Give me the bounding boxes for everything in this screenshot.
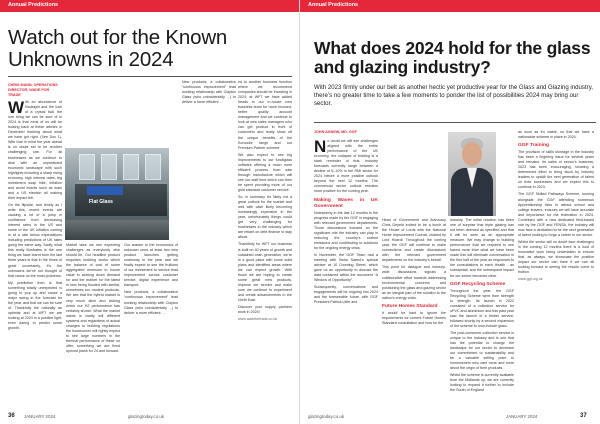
right-section-label: Annual Predictions <box>308 2 359 8</box>
right-site[interactable]: glazingtoday.co.uk <box>308 414 345 419</box>
left-column-3 <box>238 80 292 402</box>
left-article-title: Watch out for the Known Unknowns in 2024 <box>8 26 228 71</box>
left-col3-para-2: We also expect to see big improvements to our fundiglass software offering a much more efficient process from sale through manufacture which will see our staff time which can then be spent providing more of our gold standard customer service. <box>238 152 292 192</box>
left-col3-para-4: Thankfully for WFT our business is built on 40 years of growth and sustained cash generation, we’re in a good place with some solid plans and identified areas where we can expect growth. With those we are hoping to create some great new products, improve our service and make sure we continue to experiment and create advancements in the North East. <box>238 242 292 302</box>
right-col3-para-1: industry. The initial reaction has been one of surprise that triple glazing has not been deemed as specified and that it will be seen as an appropriate measure. We may change to building performance that we required to see based more than what we have been made this will eliminate conversation in the first half of the year as responses to the consultations to each Health - as substantial, and the subsequent impact for our sector becomes clear. <box>450 218 514 278</box>
right-standfirst: With 2023 firmly under our belt as another hectic yet productive year for the Glass and Glazing industry, there’s no greater time to take a few moments to ponder the list of possibilities 2024 may bring our sector. <box>314 84 593 108</box>
left-col2-para-1: Market wise we see expecting challenges as everybody else should be. Our headline product enquiries building works which the balance of cost of some aggregated revenues to house value in slowing down demand for and the market for the latest in new being flooded with similar, sometimes too modest products. We see that the hybrid market is very much alive and kicking which our H2 performance has certainly shown. What the market wants is clarity will different systems and regardless of actual changes to building regulations the homeowner will rightly expect to see large numbers in the thermal performance of these on offer, something we are fixed upmost plans for 24 and forward. <box>66 243 120 353</box>
right-col2-after-1: It would be hard to ignore the requirements for current Future Homes Standard consultation and how for the <box>382 310 446 325</box>
left-issue: JANUARY 2024 <box>24 414 56 419</box>
left-col3-para-5: Discover your supply partners work in 2024! <box>238 305 292 315</box>
right-col1-heading: Making Waves in UK Government <box>314 197 378 209</box>
right-col4-after-1: The provision of skills shortage in the industry has been a lingering issue for several years and remains. Its sales of sector’s business, 2023 has been encouraging, showing a determined effort to bring stuck by industry leaders to upskill the next generation of talent on their businesses and we expect this to continue in 2024. <box>518 150 594 190</box>
left-col1-para-2: On the flipside, and timely as I write this, recent events are causing a lot of a jump in confidence from decreasing interest rates in the US and some of the UK inflation coming in at a rate below expectations including predictions of UK rates going the same way. Sadly, what this really illustrates is the one thing we have learnt from the last three years is that in the times of great uncertainty, it’s the unknowns we’ve not thought of that cause us the most problems. <box>8 202 62 278</box>
left-col3-para-1: ed to another business function where we recommend companies should be investing in 2024, at WFT we have added heads to our in-house new business team for more focused, better quality account management and we continue to look at new sales managers who can get product in front of customers and really show off the unique benefits of the Komodor range and our Premium Partner scheme. <box>238 80 292 150</box>
right-col3-after-2: The post-consumer collection service is unique to the industry and is one that has the potential to change the landscape for our sector to decrease our commitment to sustainability and be a valuable selling point to homeowners who care more and more about the origin of their products. <box>450 330 514 371</box>
left-col3-para-3: So, in summary it’s likely not a great outlook for the market and well with cash likely becoming increasingly expensive in the year, unfortunately things could get very challenging for businesses in the industry which are reliant on debt finance to stay afloat. <box>238 195 292 240</box>
left-section-header <box>0 0 299 12</box>
left-drop-cap: W <box>8 100 25 117</box>
right-issue: JANUARY 2024 <box>506 414 538 419</box>
right-article-title: What does 2024 hold for the glass and glazing industry? <box>314 38 591 77</box>
left-page-number: 36 <box>8 413 15 419</box>
left-col1-para-3: My prediction then is that something totally unexpected is going to pop up and cause a major swing in the forecast for the year, and that we can be sure of. Thankfully the naturally an optimist and at WFT we are looking at 2024 in a positive light, even daring to predict some growth. <box>8 280 62 331</box>
right-byline: JOHN AGNEW, MD, GGF <box>314 130 357 134</box>
right-col2-para-2: This point for dialogue and industry-wide discussions signals a collaborative effort towards addressing environmental concerns and positioning the glass and glazing sector as an integral part of the solution to the nation’s energy crisis. <box>382 265 446 300</box>
right-column-2 <box>382 218 446 403</box>
photo-sign-text: Flat Glass <box>89 199 113 205</box>
right-col4-para-1: as soon as it’s viable, so that we have a nationwide scheme in place in 2024. <box>518 130 594 140</box>
left-section-label: Annual Predictions <box>8 2 59 8</box>
right-column-3 <box>450 218 514 403</box>
right-col1-after-1: Noteworthy in the last 12 months is the progress made by the GGF in engaging with relevant government departments. Those discussions focused on the significant role the industry can play in reducing the country’s carbon emissions and contributing to solutions for the ongoing energy crisis. <box>314 210 378 250</box>
right-section-header <box>300 0 600 12</box>
left-column-2b <box>124 243 178 403</box>
left-footer <box>0 413 299 421</box>
right-col2-heading: Future Homes Standard <box>382 303 438 309</box>
left-col3a-para: New products, a collaborative “continuous improvement” lead working relationship with Clayton Glass (who coincidentally ...) to deliver a more efficient ... <box>182 80 236 105</box>
right-title-rule <box>314 122 596 123</box>
left-article-url[interactable]: www.wadefortrade.co.uk <box>238 317 278 322</box>
left-column-3a <box>182 80 236 402</box>
left-title-rule <box>8 76 292 77</box>
left-col2-para-3: New products, a collaborative “continuous improvement” lead working relationship with Clayton Glass (who coincidentally ...) to deliver a more efficient ... <box>124 290 178 315</box>
left-column-2 <box>66 243 120 403</box>
left-col2-para-2: Our answer to the economics of unknown ones at least two new product launches getting underway in the year and we finally expect to see the fruitions of our investment to service lead improvement across customer service, digital experience and transport. <box>124 243 178 288</box>
right-article-url[interactable]: www.ggf.org.uk <box>518 277 543 282</box>
right-footer <box>300 413 600 421</box>
right-col3-after-1: Throughout the year, the GGF Recycling Scheme went from strength to strength. Its launch in 2022 consisted of a collection service for uPVC and aluminium and this past year saw the launch of a timber service, followed shortly by a second expansion of the scheme to now include glass. <box>450 288 514 328</box>
right-page-number: 37 <box>580 413 587 419</box>
right-col2-para-1: Head of Government and Advocacy Chris Geyeld invited to be a lunch at the House of Lords with the National Home Improvement Council, chaired by Lord Hoardi. Throughout the coming year, the GGF will continue to make connections and create discussions with the relevant government departments on the industry’s behalf. <box>382 218 446 263</box>
right-column-1 <box>314 139 378 403</box>
author-portrait <box>448 132 496 216</box>
left-site[interactable]: glazingtoday.co.uk <box>128 414 165 419</box>
left-byline: CHRIS MANN, OPERATIONS DIRECTOR, WADE FOR TRADE <box>8 83 58 97</box>
right-col1-after-3: Subsequently, conversations and engagements will be ongoing into 2024 and the foreseeable future, with GGF President Patrick Little and <box>314 285 378 305</box>
right-col1-para-1: No doubt we will see challenges aligned with the entire performance of the UK economy, the collapse of bidding is a stark reminder of that. Industry forecasts currently range between a decline of 5–10% in the RMI sector for 2024 before a more positive outlook beyond the next 12 months. The commercial sector outlook remains more positive for the coming year. <box>314 139 378 194</box>
right-col4-after-2: The GGF Skilled Pathways Scheme, running alongside the GGF attending numerous Apprenticeship fairs to attract school and college leavers, ensures we will have accurate and importance for the federation in 2024. Combined with a new dedicated field-based role by the GGF and FENSA, the industry will now face a dedicated to be the next generation of talent looking to forge a career in our sector. <box>518 192 594 237</box>
right-column-4 <box>518 130 594 403</box>
left-col1-para-1: With an abundance of hindsight and the luck of a crystal ball, the one thing we can be sure of in 2024 is that most of us will be looking back at these articles in December thinking about what we have got right. (See Doc 1). With that in mind the year ahead is no doubt set to be another challenging one. For all businesses as we continue to deal with an unpredicted economic landscape with such highlights including a sharp rising economy, high interest rates, big investment soap hike, inflation and world events such as wars and a US election all making their impact felt. <box>8 100 62 200</box>
brand-sign <box>87 186 123 195</box>
warehouse-photo <box>65 148 169 240</box>
right-col1-after-2: In November, the GGF Team had a meeting with Baha Saeed’s special adviser at 10 Downing Street, which gave us an opportunity to discuss the data contained within the document “A Window of Opportunity”. <box>314 252 378 283</box>
right-drop-cap: N <box>314 139 327 156</box>
right-col4-heading: GGF Training <box>518 143 549 149</box>
right-col3-heading: GGF Recycling Scheme <box>450 281 506 287</box>
right-col4-after-3: Whilst the sector will no doubt face challenges in the coming 12 months there is a host of innovative work being undertaken to ensure that, as always, we showcase the positive impact our sector can have if we can all looking forward to seeing the results come to fruition. <box>518 239 594 275</box>
right-col3-after-3: Whilst the scheme is currently available from the Midlands up, we are currently looking to expand it further to include the South of England <box>450 373 514 393</box>
right-page <box>300 0 600 424</box>
left-column-1 <box>8 100 62 402</box>
